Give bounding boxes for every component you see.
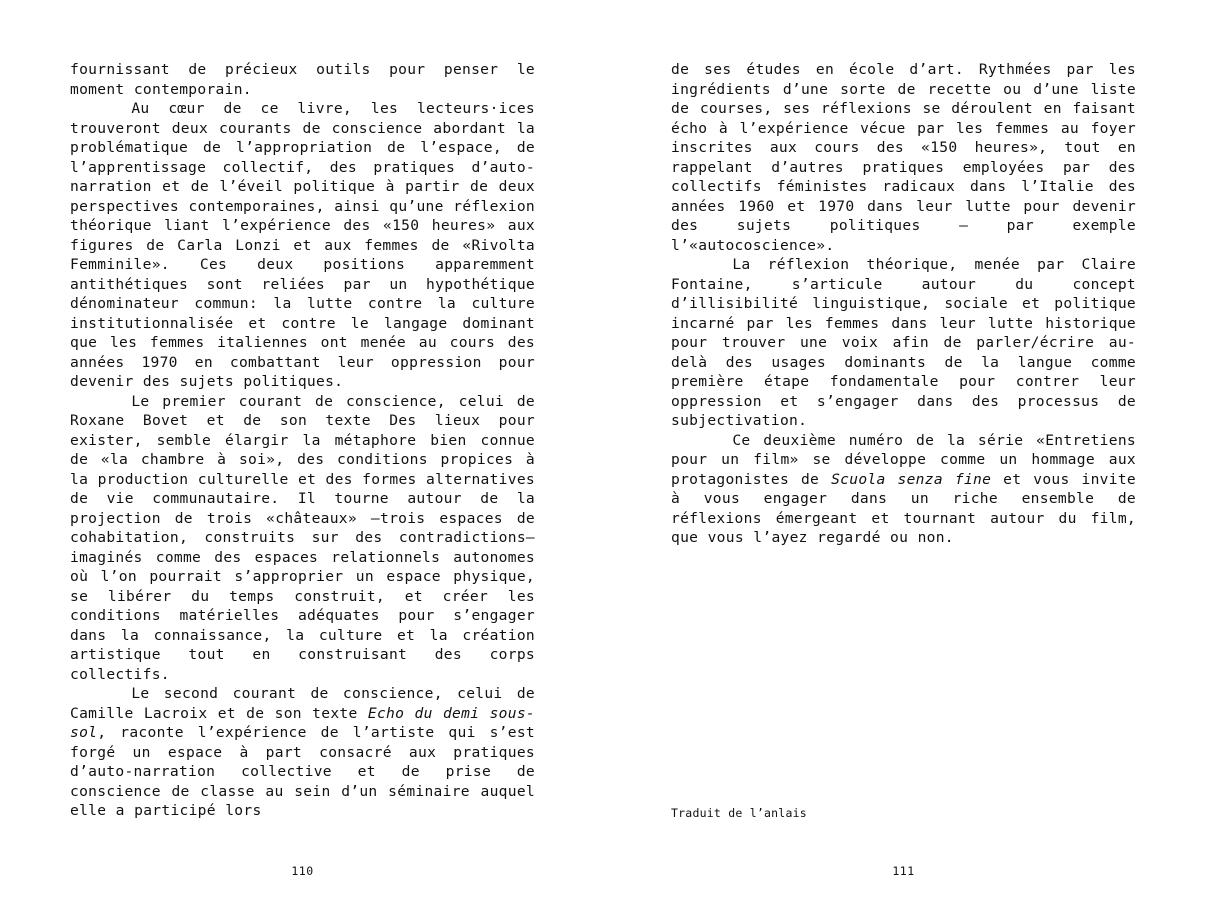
text-run: de ses études en école d’art. Rythmées par les ingrédients d’une sorte de recette ou d’une liste de courses, ses réflexions se déroulent en faisant écho à l’expérience vécue par les femmes au foyer inscrites aux cours des «150 heures», tout en rappelant d’autres pratiques employées par des collectifs féministes radicaux dans l’Italie des années 1960 et 1970 dans leur lutte pour devenir des sujets politiques – par exemple l’«autocoscience». bbox=[671, 61, 1136, 254]
folio-left: 110 bbox=[291, 864, 314, 878]
translation-credit: Traduit de l’anlais bbox=[671, 806, 807, 820]
text-run: Le premier courant de conscience, celui de Roxane Bovet et de son texte bbox=[70, 392, 535, 429]
text-run: et vous invite à vous engager dans un riche ensemble de réflexions émergeant et tournant autour du film, que vous l’ayez regardé ou non. bbox=[671, 470, 1136, 546]
italic-run: Echo du demi sous-sol bbox=[70, 704, 535, 741]
text-run: Des lieux pour exister bbox=[70, 412, 535, 449]
text-run: , semble élargir la métaphore bien connue de «la chambre à soi», des conditions propices à la production culturelle et des formes alternatives de vie communautaire. Il tourne autour de la projection de trois «châteaux» –trois espaces de cohabitation, construits sur des contradictions– imaginés comme des espaces relationnels autonomes où l’on pourrait s’approprier un espace physique, se libérer du temps construit, et créer les conditions matérielles adéquates pour s’engager dans la connaissance, la culture et la création artistique tout en construisant des corps collectifs. bbox=[70, 431, 535, 683]
italic-run: Scuola senza fine bbox=[831, 470, 992, 488]
folio-right: 111 bbox=[892, 864, 915, 878]
text-run: fournissant de précieux outils pour penser le moment contemporain. bbox=[70, 61, 535, 98]
paragraph bbox=[70, 99, 535, 392]
body-text-left-column bbox=[70, 60, 535, 821]
page-left bbox=[70, 60, 535, 821]
paragraph bbox=[671, 431, 1136, 548]
text-run: , raconte l’expérience de l’artiste qui s’est forgé un espace à part consacré aux pratiques d’auto-narration collective et de prise de conscience de classe au sein d’un séminaire auquel elle a participé lors bbox=[70, 724, 535, 819]
paragraph bbox=[671, 60, 1136, 255]
paragraph bbox=[70, 684, 535, 821]
paragraph bbox=[70, 392, 535, 685]
paragraph bbox=[70, 60, 535, 99]
text-run: Au cœur de ce livre, les lecteurs·ices trouveront deux courants de conscience abordant la problématique de l’appropriation de l’espace, de l’apprentissage collectif, des pratiques d’auto-narration et de l’éveil politique à partir de deux perspectives contemporaines, ainsi qu’une réflexion théorique liant l’expérience des «150 heures» aux figures de Carla Lonzi et aux femmes de «Rivolta Femminile». Ces deux positions apparemment antithétiques sont reliées par un hypothétique dénominateur commun: la lutte contre la culture institutionnalisée et contre le langage dominant que les femmes italiennes ont menée au cours des années 1970 en combattant leur oppression pour devenir des sujets politiques. bbox=[70, 100, 535, 390]
page-right bbox=[671, 60, 1136, 548]
paragraph bbox=[671, 255, 1136, 431]
body-text-right-column bbox=[671, 60, 1136, 548]
text-run: Ce deuxième numéro de la série «Entretiens pour un film» se développe comme un hommage aux protagonistes de bbox=[671, 431, 1136, 488]
text-run: Le second courant de conscience, celui de Camille Lacroix et de son texte bbox=[70, 685, 535, 722]
text-run: La réflexion théorique, menée par Claire Fontaine, s’articule autour du concept d’illisibilité linguistique, sociale et politique incarné par les femmes dans leur lutte historique pour trouver une voix afin de parler/écrire au-delà des usages dominants de la langue comme première étape fondamentale pour contrer leur oppression et s’engager dans des processus de subjectivation. bbox=[671, 256, 1136, 429]
